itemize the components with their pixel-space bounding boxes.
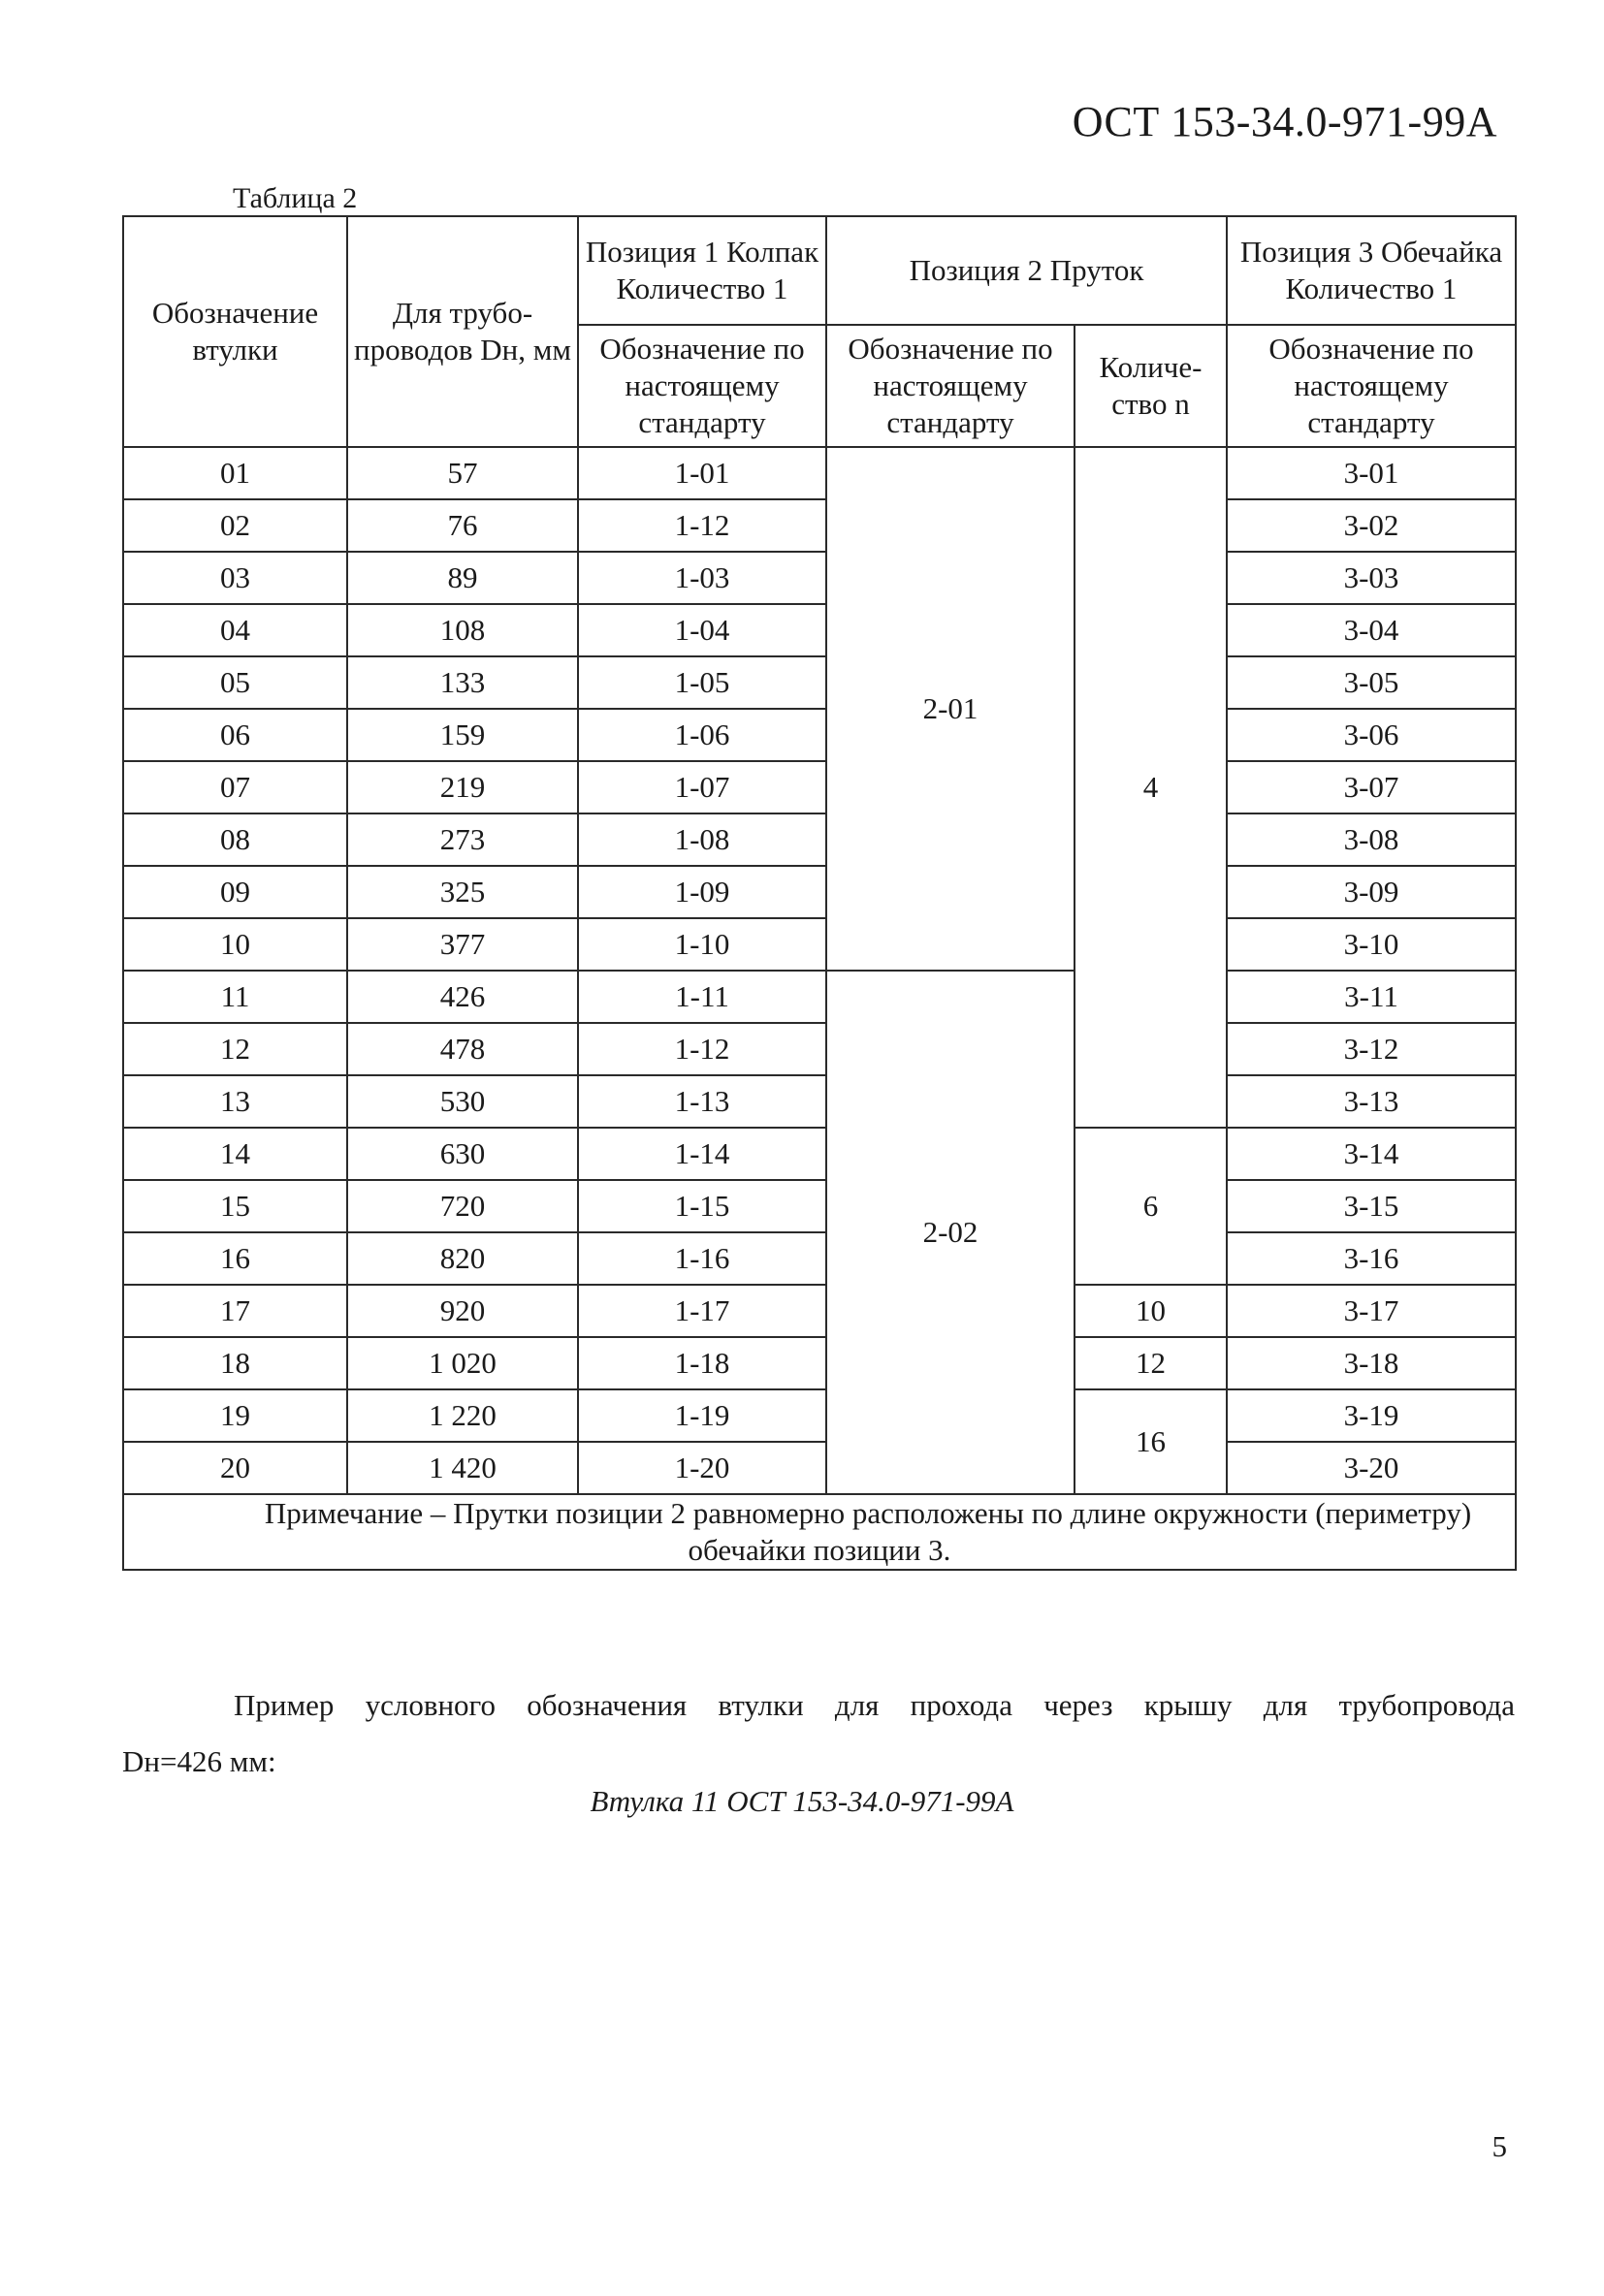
cell-pos1-designation: 1-08	[578, 813, 826, 866]
table-row	[123, 1232, 1516, 1285]
header-bushing-designation: Обозначение втулки	[123, 216, 347, 447]
example-text-line-2: Dн=426 мм:	[122, 1744, 276, 1778]
cell-pos3-designation: 3-13	[1227, 1075, 1516, 1128]
cell-pos2-quantity: 6	[1075, 1128, 1227, 1285]
table-row	[123, 866, 1516, 918]
cell-pos3-designation: 3-14	[1227, 1128, 1516, 1180]
cell-pos1-designation: 1-09	[578, 866, 826, 918]
cell-pipe-diameter: 325	[347, 866, 578, 918]
cell-bushing-designation: 05	[123, 656, 347, 709]
table-row	[123, 604, 1516, 656]
cell-pipe-diameter: 76	[347, 499, 578, 552]
cell-pipe-diameter: 89	[347, 552, 578, 604]
cell-pos3-designation: 3-06	[1227, 709, 1516, 761]
table-row	[123, 971, 1516, 1023]
cell-pipe-diameter: 530	[347, 1075, 578, 1128]
cell-pos3-designation: 3-19	[1227, 1389, 1516, 1442]
table-row	[123, 1023, 1516, 1075]
cell-pipe-diameter: 720	[347, 1180, 578, 1232]
cell-pos3-designation: 3-15	[1227, 1180, 1516, 1232]
cell-pos3-designation: 3-18	[1227, 1337, 1516, 1389]
cell-pos3-designation: 3-16	[1227, 1232, 1516, 1285]
table-row	[123, 447, 1516, 499]
table-row	[123, 1180, 1516, 1232]
cell-pipe-diameter: 57	[347, 447, 578, 499]
cell-bushing-designation: 16	[123, 1232, 347, 1285]
cell-pos1-designation: 1-04	[578, 604, 826, 656]
table-note	[123, 1494, 1516, 1570]
cell-pos1-designation: 1-14	[578, 1128, 826, 1180]
table-row	[123, 709, 1516, 761]
cell-pos3-designation: 3-03	[1227, 552, 1516, 604]
cell-pipe-diameter: 1 020	[347, 1337, 578, 1389]
cell-bushing-designation: 15	[123, 1180, 347, 1232]
cell-pos1-designation: 1-12	[578, 1023, 826, 1075]
cell-bushing-designation: 17	[123, 1285, 347, 1337]
table-header-row-1	[123, 216, 1516, 325]
cell-pos1-designation: 1-17	[578, 1285, 826, 1337]
table-row	[123, 552, 1516, 604]
example-paragraph	[122, 1677, 1515, 1790]
cell-bushing-designation: 03	[123, 552, 347, 604]
header-position-2: Позиция 2 Пруток	[826, 216, 1227, 325]
cell-pos1-designation: 1-01	[578, 447, 826, 499]
cell-pos3-designation: 3-04	[1227, 604, 1516, 656]
header-position-3: Позиция 3 Обечайка Количество 1	[1227, 216, 1516, 325]
cell-pos1-designation: 1-07	[578, 761, 826, 813]
cell-pipe-diameter: 1 420	[347, 1442, 578, 1494]
specification-table	[122, 215, 1517, 1571]
table-row	[123, 1128, 1516, 1180]
cell-pos1-designation: 1-15	[578, 1180, 826, 1232]
cell-bushing-designation: 02	[123, 499, 347, 552]
cell-bushing-designation: 11	[123, 971, 347, 1023]
page-number: 5	[1492, 2129, 1507, 2163]
cell-bushing-designation: 20	[123, 1442, 347, 1494]
cell-pipe-diameter: 426	[347, 971, 578, 1023]
cell-pipe-diameter: 820	[347, 1232, 578, 1285]
header-pos2-quantity: Количе-ство n	[1075, 325, 1227, 447]
cell-pos3-designation: 3-05	[1227, 656, 1516, 709]
cell-bushing-designation: 07	[123, 761, 347, 813]
cell-bushing-designation: 09	[123, 866, 347, 918]
header-position-1: Позиция 1 Колпак Количество 1	[578, 216, 826, 325]
cell-pos3-designation: 3-02	[1227, 499, 1516, 552]
cell-pos1-designation: 1-10	[578, 918, 826, 971]
cell-pos3-designation: 3-07	[1227, 761, 1516, 813]
cell-pos1-designation: 1-16	[578, 1232, 826, 1285]
header-pos2-designation: Обозначение по настоящему стандарту	[826, 325, 1075, 447]
cell-bushing-designation: 01	[123, 447, 347, 499]
table-note-row	[123, 1494, 1516, 1570]
cell-pipe-diameter: 159	[347, 709, 578, 761]
table-row	[123, 813, 1516, 866]
example-designation: Втулка 11 ОСТ 153-34.0-971-99А	[590, 1784, 1014, 1818]
document-code: ОСТ 153-34.0-971-99А	[1072, 98, 1497, 145]
table-row	[123, 1285, 1516, 1337]
table-row	[123, 1075, 1516, 1128]
table-row	[123, 499, 1516, 552]
table-row	[123, 1442, 1516, 1494]
cell-pipe-diameter: 630	[347, 1128, 578, 1180]
table-row	[123, 1389, 1516, 1442]
header-pipe-diameter: Для трубо-проводов Dн, мм	[347, 216, 578, 447]
cell-pos3-designation: 3-09	[1227, 866, 1516, 918]
table-row	[123, 1337, 1516, 1389]
cell-bushing-designation: 19	[123, 1389, 347, 1442]
cell-pos3-designation: 3-20	[1227, 1442, 1516, 1494]
cell-pos3-designation: 3-08	[1227, 813, 1516, 866]
cell-bushing-designation: 04	[123, 604, 347, 656]
cell-bushing-designation: 13	[123, 1075, 347, 1128]
cell-pos1-designation: 1-19	[578, 1389, 826, 1442]
cell-pipe-diameter: 920	[347, 1285, 578, 1337]
header-pos1-designation: Обозначение по настоящему стандарту	[578, 325, 826, 447]
example-text-line-1: Пример условного обозначения втулки для прохода через крышу для трубопровода	[234, 1688, 1515, 1722]
cell-pipe-diameter: 478	[347, 1023, 578, 1075]
cell-pos3-designation: 3-17	[1227, 1285, 1516, 1337]
cell-pos3-designation: 3-01	[1227, 447, 1516, 499]
cell-pos1-designation: 1-11	[578, 971, 826, 1023]
cell-pos3-designation: 3-11	[1227, 971, 1516, 1023]
cell-pos1-designation: 1-20	[578, 1442, 826, 1494]
cell-bushing-designation: 10	[123, 918, 347, 971]
cell-pos1-designation: 1-13	[578, 1075, 826, 1128]
table-body	[123, 447, 1516, 1494]
header-pos3-designation: Обозначение по настоящему стандарту	[1227, 325, 1516, 447]
cell-bushing-designation: 18	[123, 1337, 347, 1389]
cell-bushing-designation: 06	[123, 709, 347, 761]
cell-pipe-diameter: 1 220	[347, 1389, 578, 1442]
cell-pos1-designation: 1-18	[578, 1337, 826, 1389]
table-caption: Таблица 2	[233, 182, 358, 214]
cell-pipe-diameter: 133	[347, 656, 578, 709]
cell-pos1-designation: 1-06	[578, 709, 826, 761]
cell-pos2-quantity: 16	[1075, 1389, 1227, 1494]
table-row	[123, 656, 1516, 709]
cell-pos3-designation: 3-10	[1227, 918, 1516, 971]
cell-pos1-designation: 1-03	[578, 552, 826, 604]
table-row	[123, 761, 1516, 813]
cell-pos2-quantity: 10	[1075, 1285, 1227, 1337]
cell-pipe-diameter: 273	[347, 813, 578, 866]
cell-pos2-quantity: 12	[1075, 1337, 1227, 1389]
cell-pos2-designation: 2-02	[826, 971, 1075, 1494]
cell-bushing-designation: 14	[123, 1128, 347, 1180]
cell-pipe-diameter: 377	[347, 918, 578, 971]
cell-pos1-designation: 1-05	[578, 656, 826, 709]
cell-bushing-designation: 12	[123, 1023, 347, 1075]
cell-pos3-designation: 3-12	[1227, 1023, 1516, 1075]
cell-pos1-designation: 1-12	[578, 499, 826, 552]
cell-pos2-quantity: 4	[1075, 447, 1227, 1128]
cell-pos2-designation: 2-01	[826, 447, 1075, 971]
table-note-text: Примечание – Прутки позиции 2 равномерно расположены по длине окружности (периметру) обечайки позиции 3.	[264, 1496, 1472, 1567]
cell-bushing-designation: 08	[123, 813, 347, 866]
cell-pipe-diameter: 108	[347, 604, 578, 656]
table-row	[123, 918, 1516, 971]
cell-pipe-diameter: 219	[347, 761, 578, 813]
